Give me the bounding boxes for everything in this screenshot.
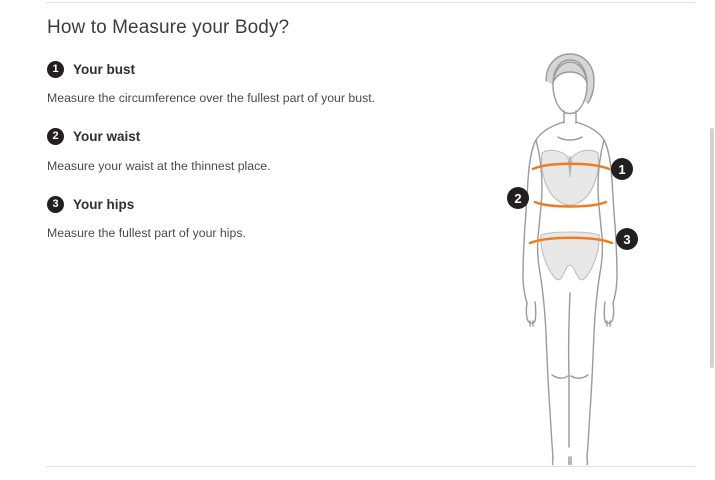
step-number-badge: 3 [47, 196, 64, 213]
steps-list [47, 60, 467, 263]
page-scrollbar[interactable] [710, 0, 715, 480]
step-item-bust [47, 60, 467, 107]
step-number-badge: 2 [47, 128, 64, 145]
step-item-hips [47, 195, 467, 242]
bottom-divider [46, 466, 695, 467]
step-header [47, 60, 467, 78]
top-divider [46, 2, 695, 3]
step-number-badge: 1 [47, 61, 64, 78]
female-body-figure-svg [490, 45, 690, 465]
bust-marker: 1 [611, 158, 633, 180]
hips-marker: 3 [616, 228, 638, 250]
step-description: Measure your waist at the thinnest place. [47, 158, 271, 173]
step-header [47, 195, 467, 213]
step-title: Your bust [73, 61, 135, 77]
step-description: Measure the fullest part of your hips. [47, 226, 246, 241]
step-title: Your hips [73, 196, 135, 212]
scrollbar-thumb[interactable] [710, 128, 714, 368]
step-title: Your waist [73, 129, 141, 145]
body-illustration [490, 45, 690, 465]
page-title: How to Measure your Body? [47, 17, 290, 38]
step-header [47, 128, 467, 146]
step-description: Measure the circumference over the fullest part of your bust. [47, 91, 376, 105]
waist-marker: 2 [507, 187, 529, 209]
step-item-waist [47, 128, 467, 175]
